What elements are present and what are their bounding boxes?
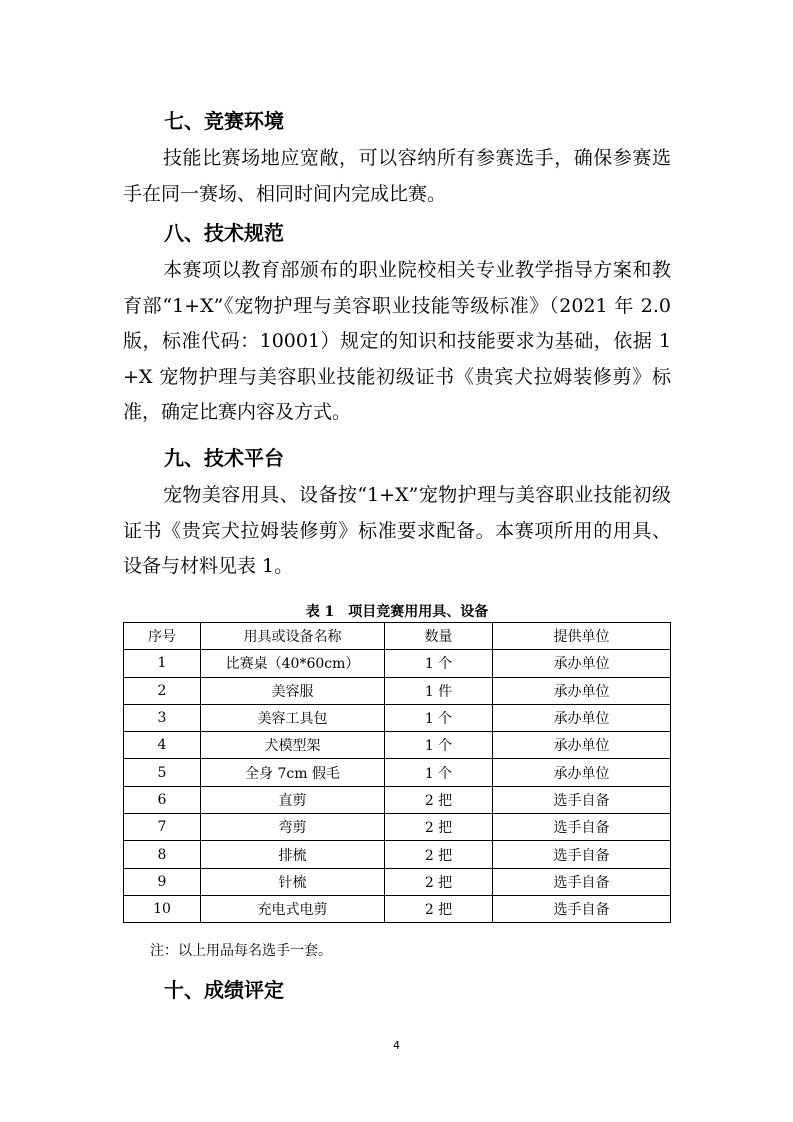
- paragraph-technical-specification: 本赛项以教育部颁布的职业院校相关专业教学指导方案和教育部“1+X”《宠物护理与美容职业技能等级标准》（2021 年 2.0 版，标准代码：10001）规定的知识和技能要求为基础，依据 1+X 宠物护理与美容职业技能初级证书《贵宾犬拉姆装修剪》标准，确定比赛内容及方式。: [123, 259, 671, 423]
- table-row: [124, 868, 671, 895]
- table-title: 表 1 项目竞赛用用具、设备: [305, 604, 489, 620]
- cell-quantity: 1 件: [385, 677, 493, 704]
- cell-quantity: 2 把: [385, 868, 493, 895]
- cell-item-name: 比赛桌（40*60cm）: [201, 650, 385, 677]
- cell-quantity: 2 把: [385, 895, 493, 922]
- section-heading-scoring: 十、成绩评定: [164, 978, 284, 1002]
- cell-item-name: 排梳: [201, 841, 385, 868]
- cell-quantity: 2 把: [385, 786, 493, 813]
- paragraph-technical-platform: 宠物美容用具、设备按“1+X”宠物护理与美容职业技能初级证书《贵宾犬拉姆装修剪》标准要求配备。本赛项所用的用具、设备与材料见表 1。: [123, 484, 671, 577]
- cell-quantity: 2 把: [385, 841, 493, 868]
- cell-quantity: 1 个: [385, 759, 493, 786]
- cell-quantity: 1 个: [385, 650, 493, 677]
- cell-item-name: 针梳: [201, 868, 385, 895]
- cell-item-name: 充电式电剪: [201, 895, 385, 922]
- cell-quantity: 1 个: [385, 732, 493, 759]
- cell-number: 3: [124, 704, 201, 731]
- cell-provider: 承办单位: [493, 704, 671, 731]
- cell-provider: 选手自备: [493, 895, 671, 922]
- table-row: [124, 841, 671, 868]
- table-row: [124, 704, 671, 731]
- table-row: [124, 759, 671, 786]
- section-heading-technical-specification: 八、技术规范: [164, 221, 284, 245]
- cell-provider: 承办单位: [493, 759, 671, 786]
- cell-number: 10: [124, 895, 201, 922]
- page-number: 4: [393, 1039, 400, 1052]
- cell-number: 7: [124, 814, 201, 841]
- table-header-row: [124, 623, 671, 650]
- cell-provider: 承办单位: [493, 677, 671, 704]
- cell-provider: 承办单位: [493, 650, 671, 677]
- column-header-item-name: 用具或设备名称: [201, 623, 385, 650]
- section-heading-competition-environment: 七、竞赛环境: [164, 109, 284, 133]
- cell-number: 1: [124, 650, 201, 677]
- table-row: [124, 786, 671, 813]
- cell-provider: 选手自备: [493, 814, 671, 841]
- cell-provider: 选手自备: [493, 841, 671, 868]
- cell-number: 6: [124, 786, 201, 813]
- table-row: [124, 895, 671, 922]
- cell-provider: 选手自备: [493, 868, 671, 895]
- cell-item-name: 直剪: [201, 786, 385, 813]
- cell-number: 9: [124, 868, 201, 895]
- section-heading-technical-platform: 九、技术平台: [164, 446, 284, 470]
- table-row: [124, 732, 671, 759]
- cell-quantity: 2 把: [385, 814, 493, 841]
- column-header-provider: 提供单位: [493, 623, 671, 650]
- cell-item-name: 犬模型架: [201, 732, 385, 759]
- paragraph-competition-environment: 技能比赛场地应宽敞，可以容纳所有参赛选手，确保参赛选手在同一赛场、相同时间内完成比赛。: [123, 147, 671, 205]
- cell-provider: 承办单位: [493, 732, 671, 759]
- cell-item-name: 美容工具包: [201, 704, 385, 731]
- table-row: [124, 650, 671, 677]
- cell-item-name: 美容服: [201, 677, 385, 704]
- table-row: [124, 677, 671, 704]
- cell-provider: 选手自备: [493, 786, 671, 813]
- equipment-table: [123, 622, 671, 923]
- cell-number: 4: [124, 732, 201, 759]
- column-header-quantity: 数量: [385, 623, 493, 650]
- cell-number: 5: [124, 759, 201, 786]
- table-row: [124, 814, 671, 841]
- cell-quantity: 1 个: [385, 704, 493, 731]
- cell-number: 8: [124, 841, 201, 868]
- cell-number: 2: [124, 677, 201, 704]
- table-note: 注：以上用品每名选手一套。: [150, 943, 332, 959]
- column-header-number: 序号: [124, 623, 201, 650]
- cell-item-name: 弯剪: [201, 814, 385, 841]
- cell-item-name: 全身 7cm 假毛: [201, 759, 385, 786]
